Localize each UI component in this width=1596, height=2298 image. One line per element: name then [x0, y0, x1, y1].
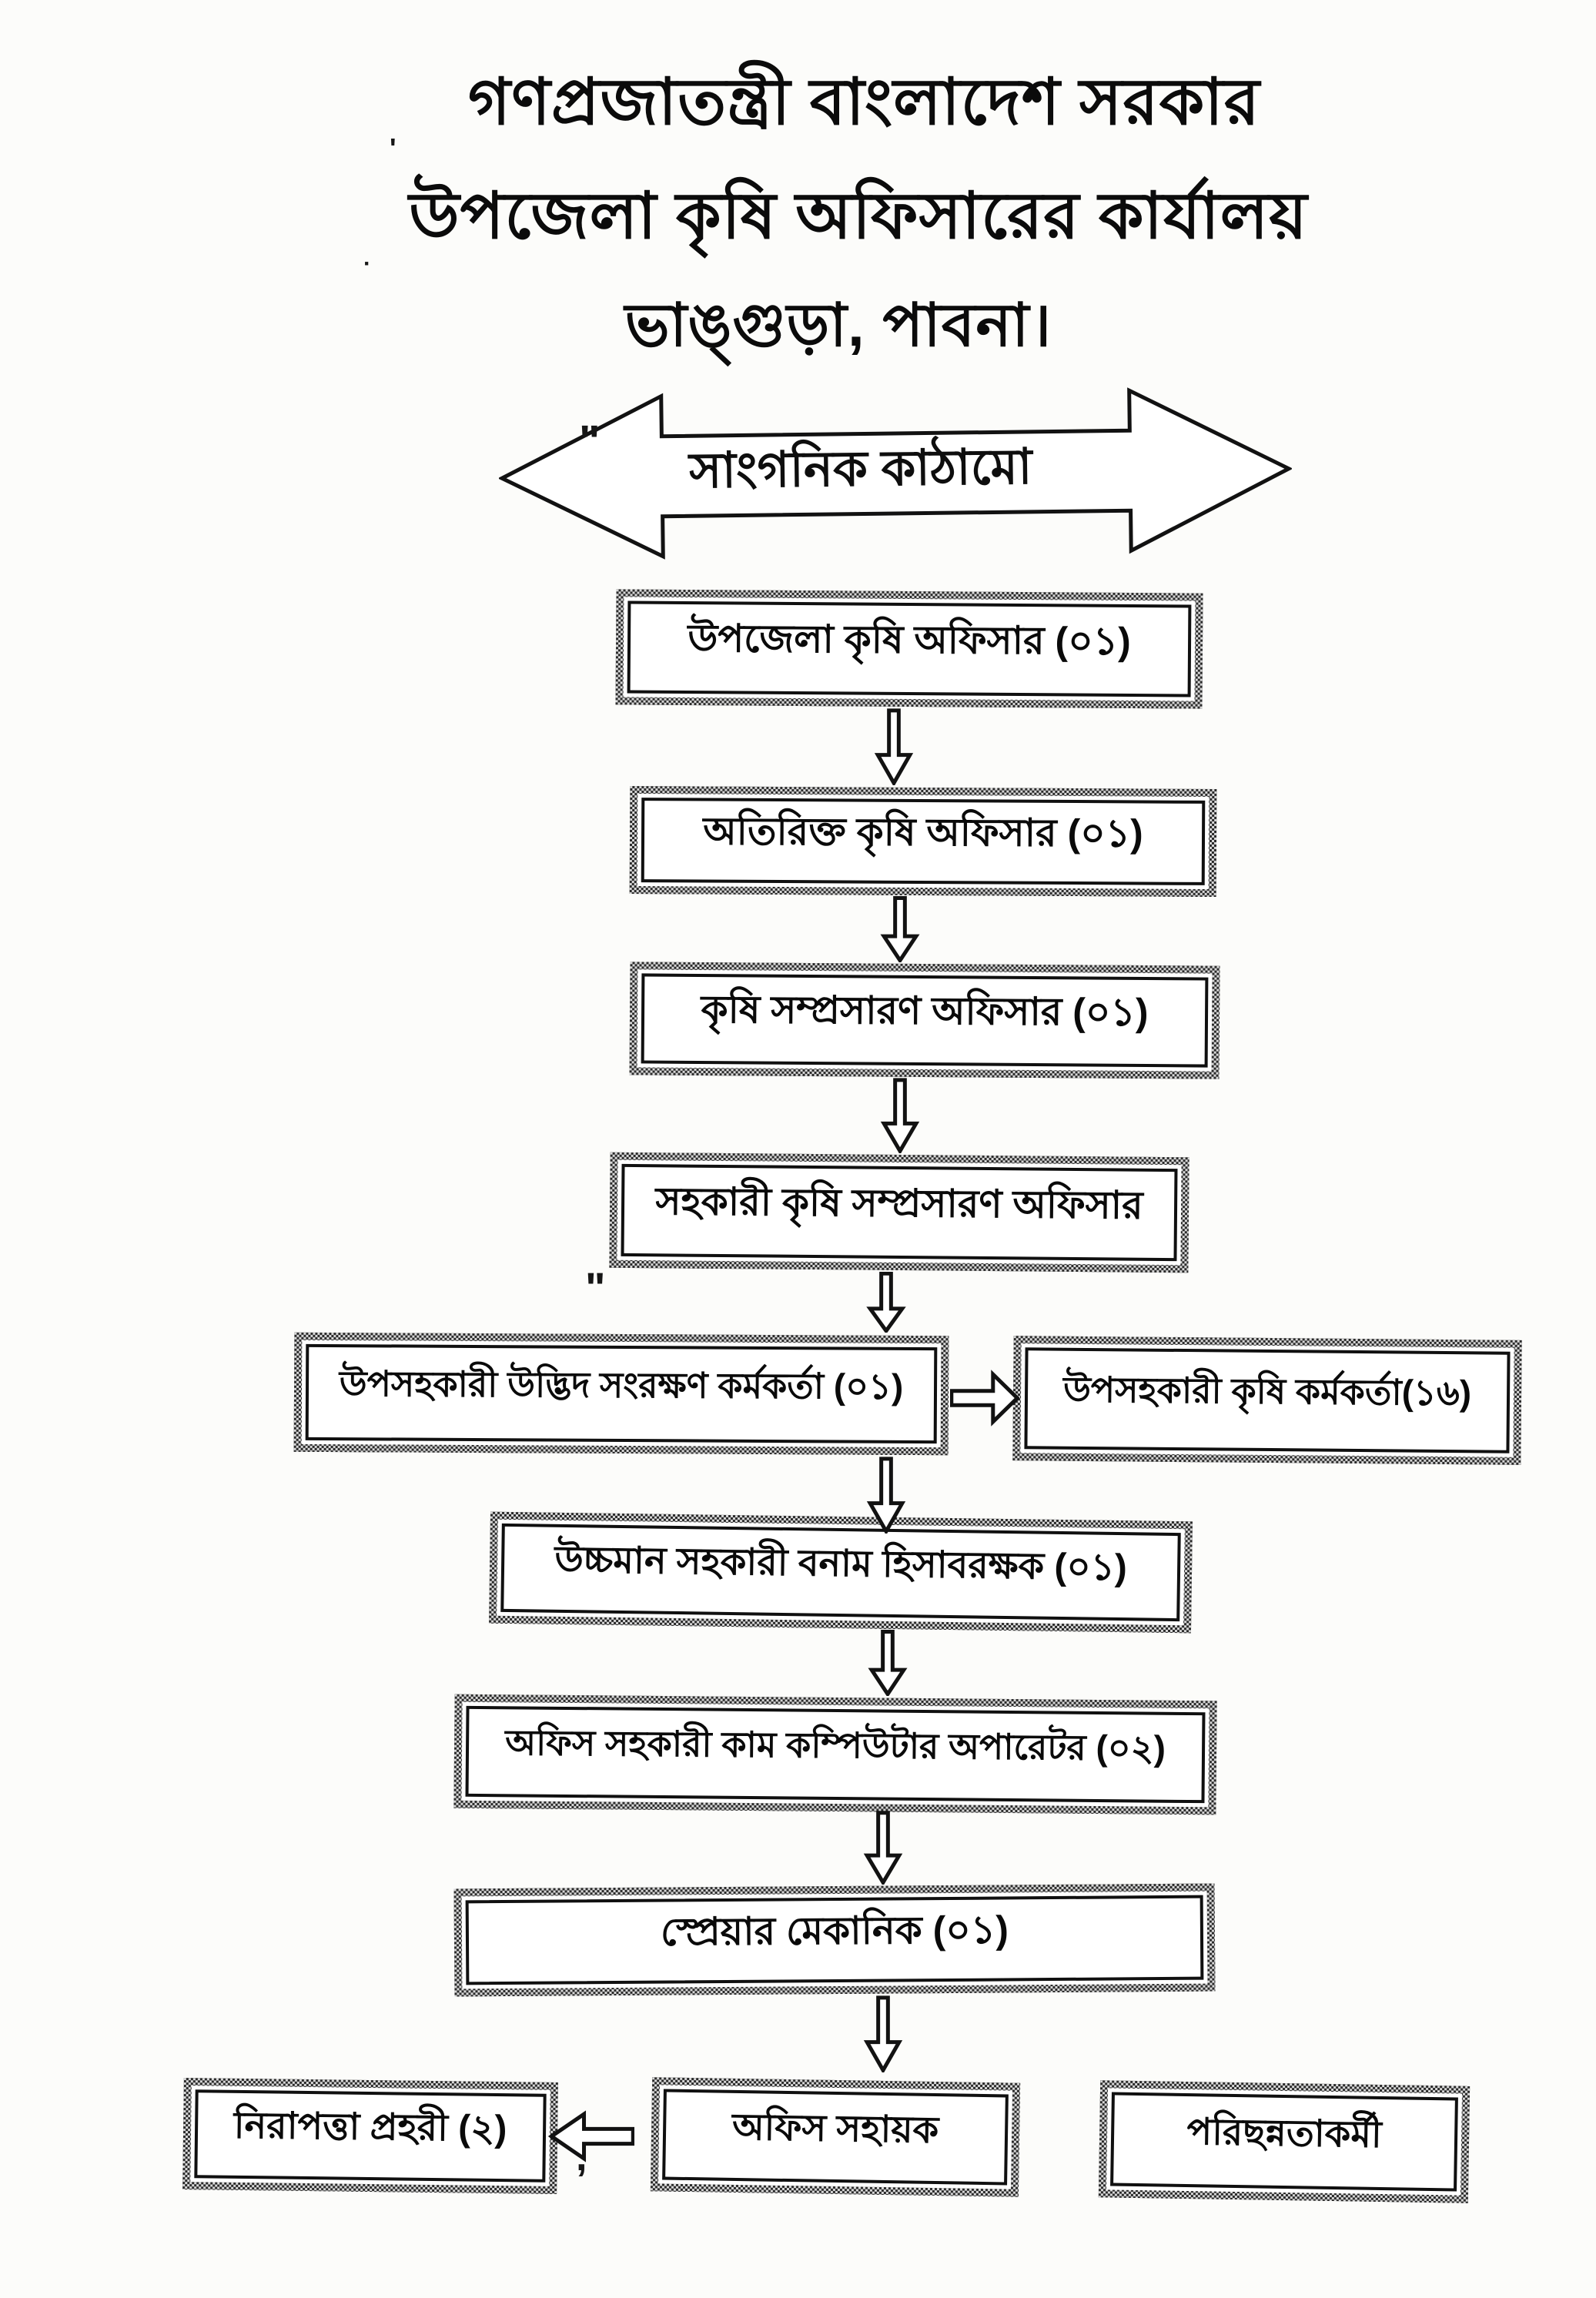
node-agriculture-extension-officer [629, 962, 1220, 1079]
node-frame [194, 2089, 546, 2183]
node-cleaner [1099, 2080, 1470, 2203]
node-office-assistant-cum-computer-operator [453, 1694, 1216, 1815]
arrow-left-icon [548, 2109, 634, 2163]
node-frame [641, 973, 1209, 1067]
scan-artifact: " [585, 1263, 606, 1312]
node-frame [662, 2089, 1009, 2185]
arrow-down-icon [878, 1078, 922, 1153]
node-label: উপসহকারী কৃষি কর্মকর্তা(১৬) [1062, 1369, 1472, 1413]
node-label: অফিস সহকারী কাম কম্পিউটার অপারেটর (০২) [505, 1722, 1166, 1768]
arrow-down-icon [861, 1995, 905, 2072]
arrow-down-icon [878, 896, 922, 962]
node-security-guard [182, 2078, 558, 2194]
node-sub-assistant-agriculture-officer [1012, 1336, 1521, 1465]
banner-label: সাংগনিক কাঠামো [688, 438, 1032, 498]
arrow-down-icon [872, 708, 916, 785]
arrow-down-icon [865, 1630, 910, 1696]
node-office-support-staff [651, 2077, 1020, 2196]
arrow-down-icon [864, 1457, 908, 1534]
node-frame [500, 1524, 1181, 1621]
node-label: সহকারী কৃষি সম্প্রসারণ অফিসার [655, 1179, 1143, 1227]
scan-artifact: ' [390, 132, 396, 164]
page-title-line-1: গণপ্রজাতন্ত্রী বাংলাদেশ সরকার [468, 65, 1260, 138]
arrow-down-icon [861, 1811, 905, 1885]
node-label: স্প্রেয়ার মেকানিক (০১) [660, 1907, 1009, 1954]
node-label: নিরাপত্তা প্রহরী (২) [233, 2105, 507, 2150]
node-label: কৃষি সম্প্রসারণ অফিসার (০১) [701, 987, 1149, 1035]
arrow-down-icon [864, 1272, 908, 1333]
node-additional-agriculture-officer [630, 786, 1217, 897]
scan-artifact: , [576, 2135, 587, 2179]
node-label: উপজেলা কৃষি অফিসার (০১) [688, 616, 1131, 663]
node-frame [1110, 2092, 1458, 2191]
arrow-right-icon [950, 1369, 1019, 1427]
node-frame [466, 1706, 1206, 1803]
scan-artifact: " [579, 416, 601, 467]
node-label: উচ্চমান সহকারী বনাম হিসাবরক্ষক (০১) [554, 1539, 1128, 1589]
node-assistant-agriculture-extension-officer [609, 1152, 1189, 1273]
node-frame [627, 600, 1192, 697]
node-head-assistant-cum-accountant [489, 1512, 1193, 1634]
node-frame [306, 1344, 938, 1443]
node-frame [1024, 1347, 1510, 1453]
node-label: অতিরিক্ত কৃষি অফিসার (০১) [703, 809, 1143, 855]
node-frame [466, 1895, 1204, 1985]
page-title-line-2: উপজেলা কৃষি অফিসারের কার্যালয় [409, 179, 1308, 252]
node-label: অফিস সহায়ক [731, 2106, 939, 2151]
node-sub-assistant-plant-protection-officer [294, 1333, 949, 1455]
node-frame [621, 1164, 1177, 1261]
node-label: পরিছন্নতাকর্মী [1186, 2111, 1383, 2156]
node-sprayer-mechanic [454, 1884, 1216, 1997]
org-structure-banner [498, 383, 1293, 568]
page-title-line-3: ভাঙ্গুড়া, পাবনা। [624, 291, 1052, 359]
node-label: উপসহকারী উদ্ভিদ সংরক্ষণ কর্মকর্তা (০১) [339, 1363, 904, 1407]
scan-artifact: · [363, 251, 371, 276]
node-frame [641, 798, 1206, 885]
node-upazila-agriculture-officer [615, 589, 1203, 708]
